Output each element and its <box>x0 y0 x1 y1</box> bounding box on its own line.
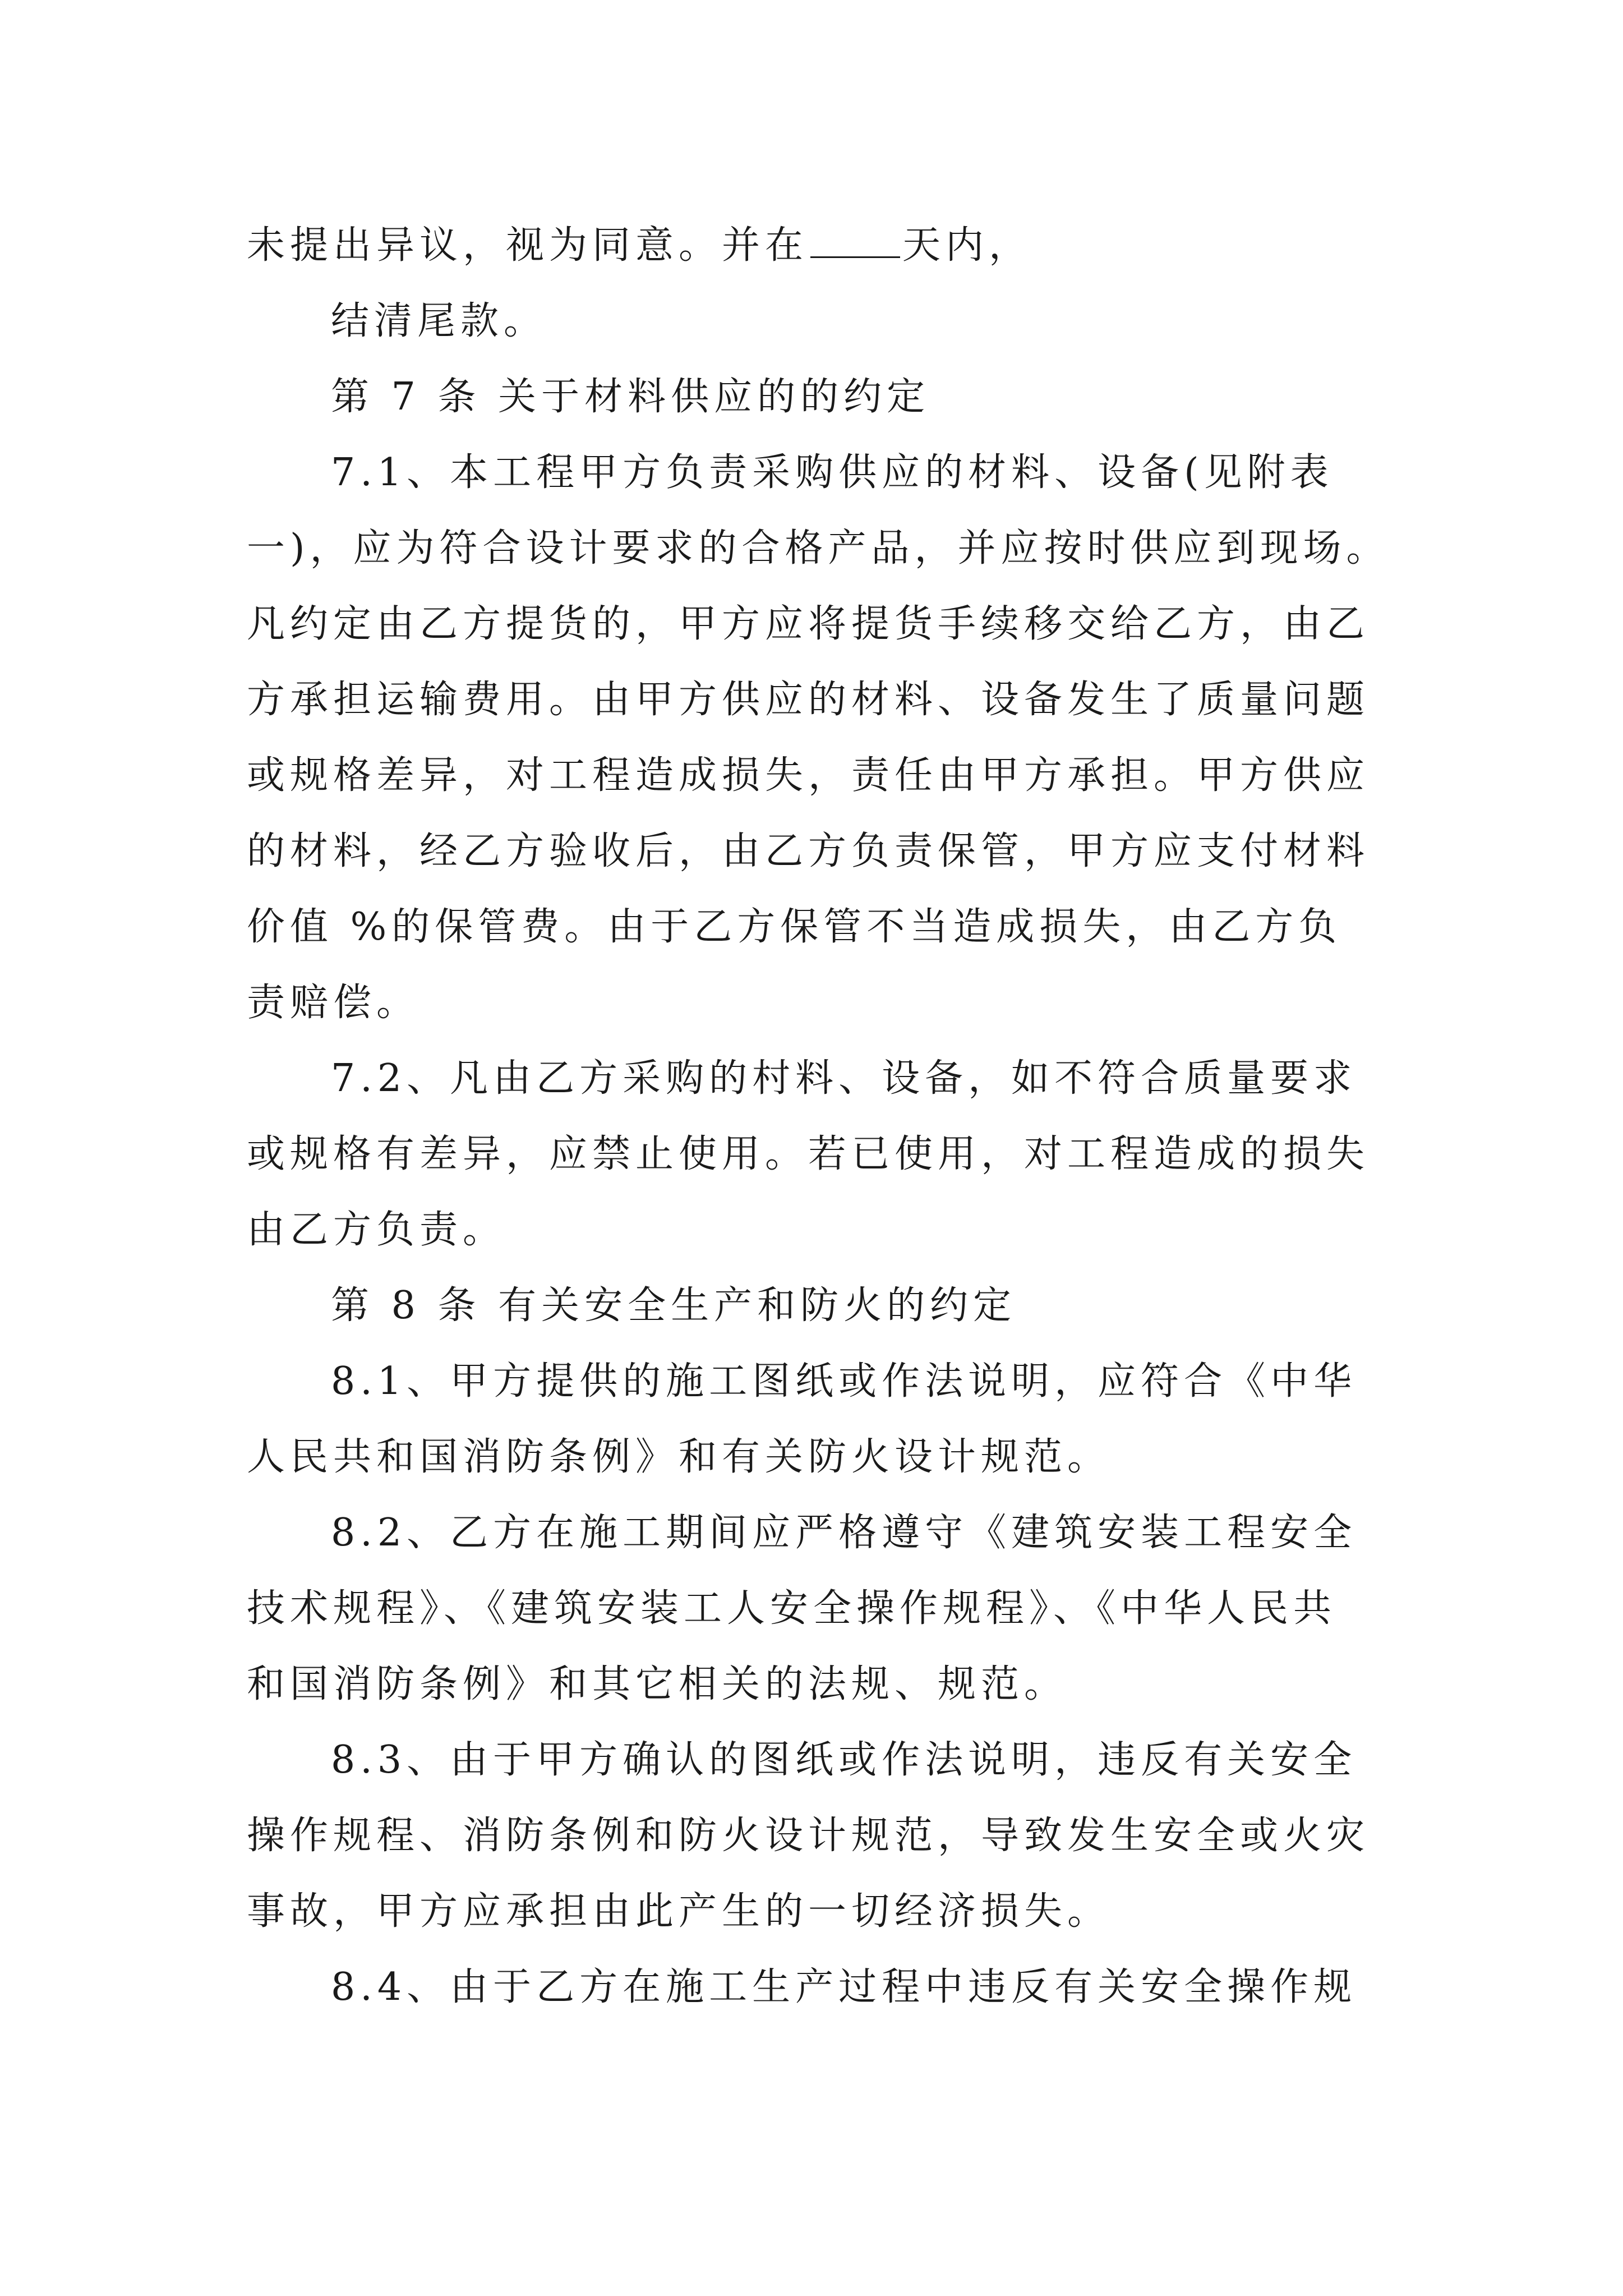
text-segment: 天内， <box>902 223 1032 268</box>
text-line-14: 由乙方负责。 <box>247 1208 506 1252</box>
text-line-21: 8.3、由于甲方确认的图纸或作法说明，违反有关安全 <box>331 1738 1357 1782</box>
text-line-20: 和国消防条例》和其它相关的法规、规范。 <box>247 1662 1068 1706</box>
text-line-7: 方承担运输费用。由甲方供应的材料、设备发生了质量问题 <box>247 678 1370 722</box>
text-line-6: 凡约定由乙方提货的，甲方应将提货手续移交给乙方，由乙 <box>247 602 1370 646</box>
text-line-18: 8.2、乙方在施工期间应严格遵守《建筑安装工程安全 <box>331 1511 1357 1555</box>
text-line-13: 或规格有差异，应禁止使用。若已使用，对工程造成的损失 <box>247 1132 1370 1176</box>
text-line-8: 或规格差异，对工程造成损失，责任由甲方承担。甲方供应 <box>247 753 1370 798</box>
text-line-17: 人民共和国消防条例》和有关防火设计规范。 <box>247 1435 1111 1479</box>
text-line-23: 事故，甲方应承担由此产生的一切经济损失。 <box>247 1889 1111 1934</box>
text-line-4: 7.1、本工程甲方负责采购供应的材料、设备(见附表 <box>331 450 1334 495</box>
article-7-heading: 第 7 条 关于材料供应的的约定 <box>331 375 930 419</box>
fill-in-blank <box>810 224 900 258</box>
article-8-heading: 第 8 条 有关安全生产和防火的约定 <box>331 1283 1017 1328</box>
text-line-24: 8.4、由于乙方在施工生产过程中违反有关安全操作规 <box>331 1965 1357 2009</box>
text-line-2: 结清尾款。 <box>331 299 547 343</box>
text-line-12: 7.2、凡由乙方采购的村料、设备，如不符合质量要求 <box>331 1056 1357 1101</box>
document-body <box>247 208 1391 2025</box>
text-line-10: 价值 %的保管费。由于乙方保管不当造成损失，由乙方负 <box>247 905 1342 949</box>
text-line-1 <box>247 208 1391 283</box>
text-line-16: 8.1、甲方提供的施工图纸或作法说明，应符合《中华 <box>331 1359 1357 1404</box>
text-line-11: 责赔偿。 <box>247 981 420 1025</box>
text-line-22: 操作规程、消防条例和防火设计规范，导致发生安全或火灾 <box>247 1814 1370 1858</box>
text-line-19: 技术规程》、《建筑安装工人安全操作规程》、《中华人民共 <box>247 1586 1337 1631</box>
text-line-9: 的材料，经乙方验收后，由乙方负责保管，甲方应支付材料 <box>247 829 1370 873</box>
text-segment: 未提出异议，视为同意。并在 <box>247 223 809 268</box>
text-line-5: 一)，应为符合设计要求的合格产品，并应按时供应到现场。 <box>247 526 1390 570</box>
